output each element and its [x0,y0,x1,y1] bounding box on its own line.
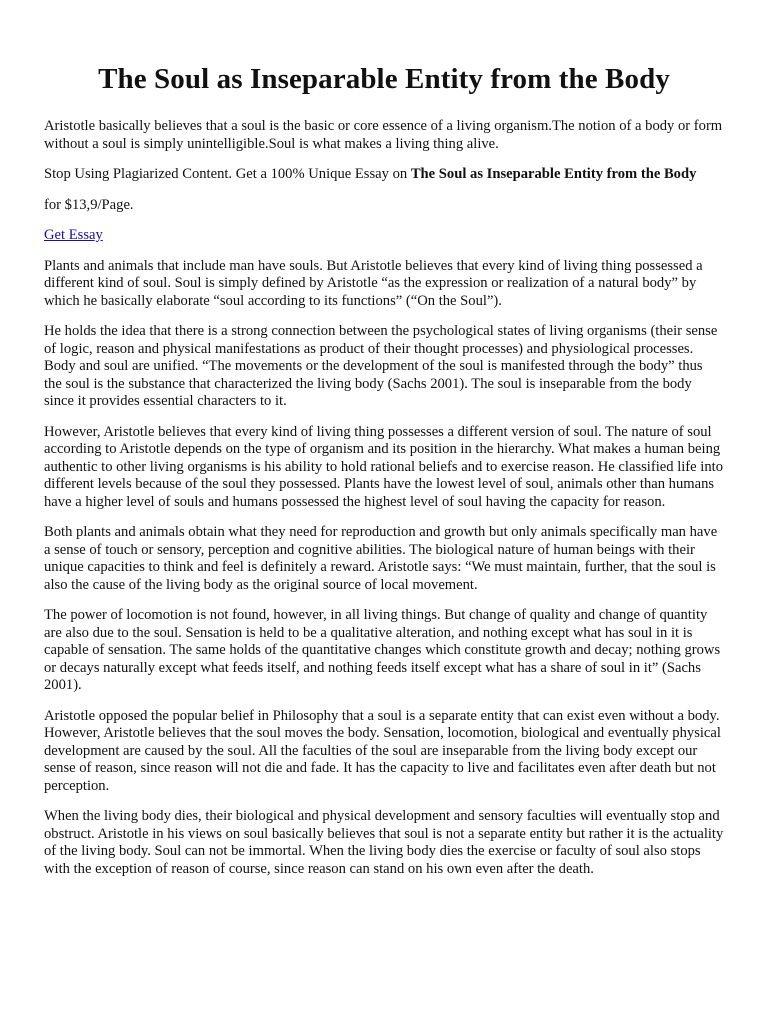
promo-prefix: Stop Using Plagiarized Content. Get a 100% Unique Essay on [44,166,411,182]
body-paragraph: Aristotle opposed the popular belief in Philosophy that a soul is a separate entity that can exist even without a body. However, Aristotle believes that the soul moves the body. Sensation, locomotion, biological and eventually physical development are caused by the soul. All the faculties of the soul are inseparable from the living body except our sense of reason, since reason will not die and fade. It has the capacity to live and facilitates even after death but not perception. [44,707,721,794]
get-essay-link[interactable]: Get Essay [44,227,103,243]
body-paragraph: The power of locomotion is not found, however, in all living things. But change of quality and change of quantity are also due to the soul. Sensation is held to be a qualitative alteration, and nothing except what has soul in it is capable of sensation. The same holds of the quantitative changes which constitute growth and decay; nothing grows or decays naturally except what feeds itself, and nothing feeds itself except what has a share of soul in it” (Sachs 2001). [44,607,721,693]
body-paragraph: Both plants and animals obtain what they need for reproduction and growth but only animals specifically man have a sense of touch or sensory, perception and cognitive abilities. The biological nature of human beings with their unique capacities to think and feel is definitely a reward. Aristotle says: “We must maintain, further, that the soul is also the cause of the living body as the original source of local movement. [44,524,718,593]
intro-paragraph: Aristotle basically believes that a soul is the basic or core essence of a living organism.The notion of a body or form without a soul is simply unintelligible.Soul is what makes a living thing alive. [44,118,723,152]
page-title: The Soul as Inseparable Entity from the Body [98,63,670,95]
price-text: for $13,9/Page. [44,196,134,213]
promo-paragraph [44,166,724,184]
body-paragraph: However, Aristotle believes that every kind of living thing possesses a different version of soul. The nature of soul according to Aristotle depends on the type of organism and its position in the hierarchy. What makes a human being authentic to other living organisms is his ability to hold rational beliefs and to exercise reason. He classified life into different levels because of the soul they possessed. Plants have the lowest level of soul, animals other than humans have a higher level of souls and humans possessed the highest level of soul having the capacity for reason. [44,423,723,510]
promo-essay-title: The Soul as Inseparable Entity from the Body [410,166,697,182]
body-paragraph: He holds the idea that there is a strong connection between the psychological states of living organisms (their sense of logic, reason and physical manifestations as product of their thought processes) and physiological processes. Body and soul are unified. “The movements or the development of the soul is manifested through the body” thus the soul is the substance that characterized the living body (Sachs 2001). The soul is inseparable from the body since it provides essential characters to it. [44,323,718,409]
body-paragraph: Plants and animals that include man have souls. But Aristotle believes that every kind of living thing possessed a different kind of soul. Soul is simply defined by Aristotle “as the expression or realization of a natural body” by which he basically elaborate “soul according to its functions” (“On the Soul”). [44,257,703,309]
cta-paragraph [44,227,724,245]
body-paragraph: When the living body dies, their biological and physical development and sensory faculties will eventually stop and obstruct. Aristotle in his views on soul basically believes that soul is not a separate entity but rather it is the actuality of the living body. Soul can not be immortal. When the living body dies the exercise or faculty of soul also stops with the exception of reason of course, since reason can stand on his own even after the death. [44,808,724,877]
